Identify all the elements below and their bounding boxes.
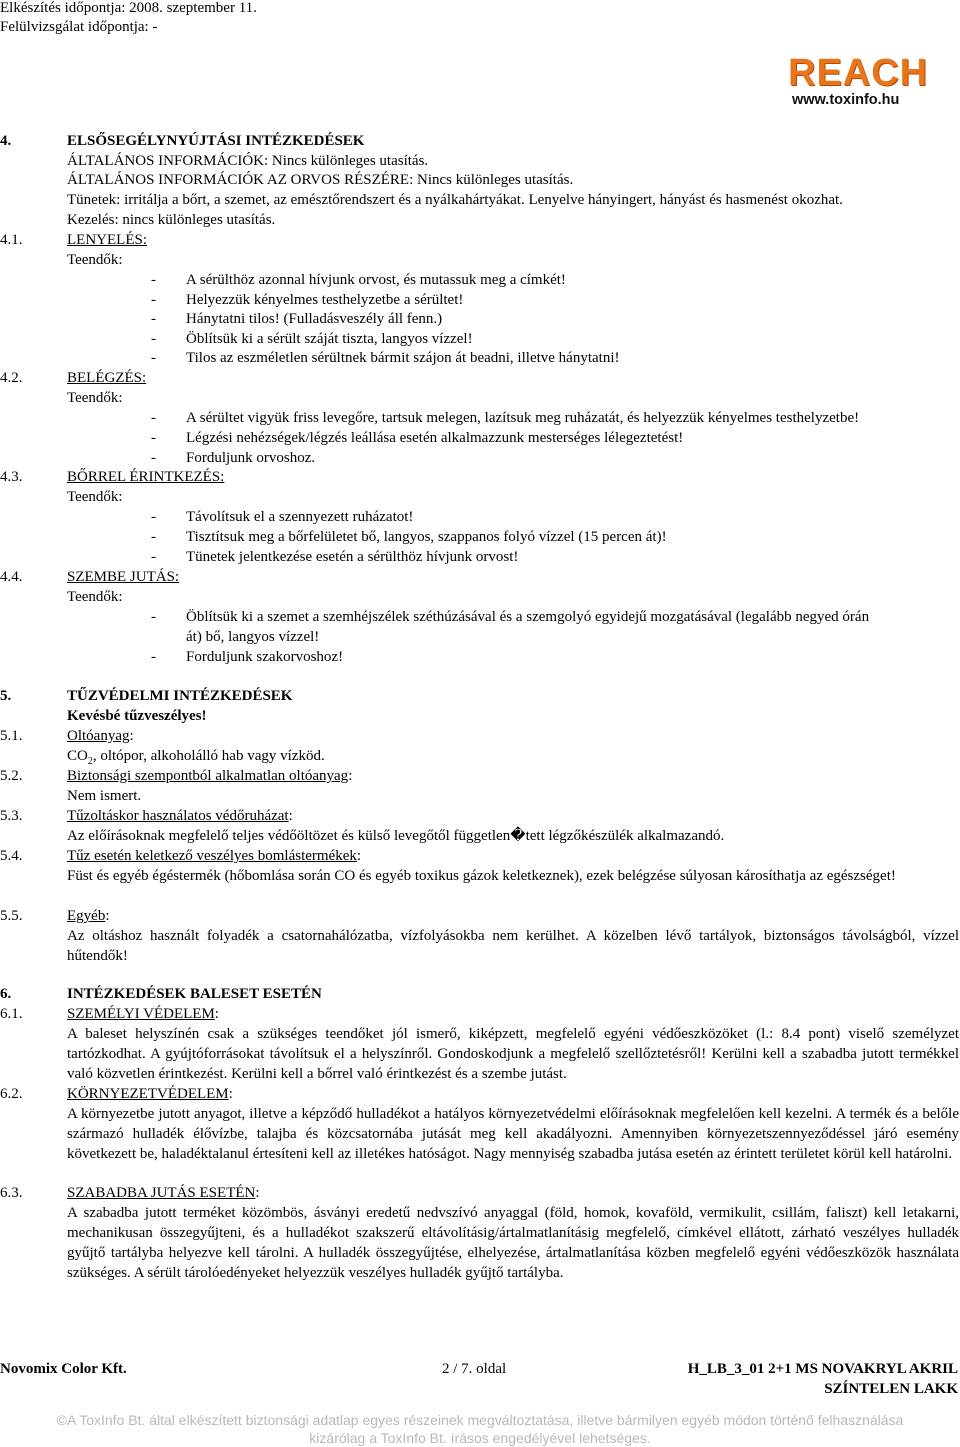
footer-product-line2: SZÍNTELEN LAKK	[824, 1381, 958, 1397]
list-item: A sérültet vigyük friss levegőre, tartsuk melegen, lazítsuk meg ruházatát, és helyezzük kényelmes testhelyzetbe!	[186, 410, 860, 426]
bullet-dash: -	[151, 509, 156, 525]
sub-6-1-label: SZEMÉLYI VÉDELEM	[67, 1006, 215, 1022]
list-item: Forduljunk szakorvoshoz!	[186, 649, 344, 665]
sub-4-2-title: BELÉGZÉS:	[67, 370, 147, 386]
sub-5-1-heading: Oltóanyag:	[67, 728, 134, 744]
footer-page-number: 2 / 7. oldal	[442, 1361, 507, 1377]
list-item-continuation: át) bő, langyos vízzel!	[186, 629, 320, 645]
todo-label: Teendők:	[67, 589, 123, 605]
sub-4-3-number: 4.3.	[0, 469, 23, 485]
bullet-dash: -	[151, 649, 156, 665]
list-item: Tünetek jelentkezése esetén a sérülthöz hívjunk orvost!	[186, 549, 519, 565]
sub-5-2-label: Biztonsági szempontból alkalmatlan oltóanyag	[67, 768, 349, 784]
todo-label: Teendők:	[67, 252, 123, 268]
sub-5-4-number: 5.4.	[0, 848, 23, 864]
sub-5-5-heading: Egyéb:	[67, 908, 110, 924]
logo-url: www.toxinfo.hu	[792, 92, 900, 108]
copyright-line-1: ©A ToxInfo Bt. által elkészített biztonsági adatlap egyes részeinek megváltoztatása, illetve bármilyen egyéb módon történő felhasználása	[56, 1412, 904, 1428]
list-item: Öblítsük ki a szemet a szemhéjszélek széthúzásával és a szemgolyó egyidejű mozgatásával (legalább negyed órán	[186, 609, 870, 625]
sub-6-3-label: SZABADBA JUTÁS ESETÉN	[67, 1185, 256, 1201]
todo-label: Teendők:	[67, 390, 123, 406]
section-6-title: INTÉZKEDÉSEK BALESET ESETÉN	[67, 986, 322, 1002]
list-item: Tisztítsuk meg a bőrfelületet bő, langyos, szappanos folyó vízzel (15 percen át)!	[186, 529, 667, 545]
sub-5-4-label: Tűz esetén keletkező veszélyes bomlástermékek	[67, 848, 357, 864]
sub-5-5-label: Egyéb	[67, 908, 106, 924]
sub-6-2-text: A környezetbe jutott anyagot, illetve a képződő hulladékot a hatályos környezetvédelmi előírásoknak megfelelően kell kezelni. A termék és a belőle származó hulladék élővízbe, talajba és közcsatornába jutását meg kell akadályozni. Amennyiben környezetszennyeződéssel járó esemény következett be, haladéktalanul értesíteni kell az illetékes hatóságot. Nagy mennyiség szabadba jutása esetén az érintett területet körül kell határolni.	[67, 1106, 959, 1162]
bullet-dash: -	[151, 272, 156, 288]
bullet-dash: -	[151, 529, 156, 545]
doctor-info: ÁLTALÁNOS INFORMÁCIÓK AZ ORVOS RÉSZÉRE: Nincs különleges utasítás.	[67, 172, 574, 188]
copyright-notice	[0, 1411, 960, 1447]
footer-company: Novomix Color Kft.	[0, 1361, 127, 1377]
bullet-dash: -	[151, 450, 156, 466]
revision-date: Felülvizsgálat időpontja: -	[0, 19, 158, 35]
list-item: Helyezzük kényelmes testhelyzetbe a sérültet!	[186, 292, 464, 308]
sub-6-2-heading: KÖRNYEZETVÉDELEM:	[67, 1086, 233, 1102]
list-item: Tilos az eszméletlen sérültnek bármit szájon át beadni, illetve hánytatni!	[186, 350, 620, 366]
section-5-title: TŰZVÉDELMI INTÉZKEDÉSEK	[67, 688, 293, 704]
sub-6-1-heading: SZEMÉLYI VÉDELEM:	[67, 1006, 219, 1022]
sub-4-1-title: LENYELÉS:	[67, 232, 147, 248]
sub-5-3-label: Tűzoltáskor használatos védőruházat	[67, 808, 289, 824]
sub-4-4-title: SZEMBE JUTÁS:	[67, 569, 180, 585]
sub-6-1-text: A baleset helyszínén csak a szükséges teendőket jól ismerő, kiképzett, megfelelő egyéni védőeszközöket (l.: 8.4 pont) viselő személyzet tartózkodhat. A gyújtóforrásokat távolítsuk el a helyszínről. Gondoskodjunk a megfelelő szellőztetésről! Kerülni kell a szabadba jutott termékkel való közvetlen érintkezést. Kerülni kell a bőrrel való érintkezést és a szembe jutást.	[67, 1026, 959, 1082]
sub-5-4-heading: Tűz esetén keletkező veszélyes bomlástermékek:	[67, 848, 362, 864]
list-item: Öblítsük ki a sérült száját tiszta, langyos vízzel!	[186, 331, 473, 347]
bullet-dash: -	[151, 350, 156, 366]
bullet-dash: -	[151, 609, 156, 625]
section-5-subtitle: Kevésbé tűzveszélyes!	[67, 708, 207, 724]
list-item: Távolítsuk el a szennyezett ruházatot!	[186, 509, 414, 525]
sub-5-2-text: Nem ismert.	[67, 788, 142, 804]
sub-6-3-text: A szabadba jutott terméket közömbös, ásványi eredetű nedvszívó anyaggal (föld, homok, kovaföld, vermikulit, csillám, faliszt) kell letakarni, mechanikusan összegyűjteni, és a hulladékot szakszerű eltávolításig/ártalmatlanításig megfelelő, címkével ellátott, zárható veszélyes hulladék gyűjtő tartályba helyezve kell tárolni. A hulladék összegyűjtése, elhelyezése, ártalmatlanítása közben megfelelő egyéni védőeszközök használata szükséges. A sérült tárolóedényeket helyezzük veszélyes hulladék gyűjtő tartályba.	[67, 1205, 959, 1281]
general-info: ÁLTALÁNOS INFORMÁCIÓK: Nincs különleges utasítás.	[67, 153, 429, 169]
sub-6-2-label: KÖRNYEZETVÉDELEM	[67, 1086, 229, 1102]
section-4-title: ELSŐSEGÉLYNYÚJTÁSI INTÉZKEDÉSEK	[67, 133, 365, 149]
sub-5-5-text: Az oltáshoz használt folyadék a csatornahálózatba, vízfolyásokba nem kerülhet. A közelben lévő tartályok, biztonságos távolságból, vízzel hűtendők!	[67, 928, 959, 964]
todo-label: Teendők:	[67, 489, 123, 505]
sub-5-1-text: $CO_2$, oltópor, alkoholálló hab vagy vízköd.	[67, 748, 325, 767]
sub-5-3-heading: Tűzoltáskor használatos védőruházat:	[67, 808, 293, 824]
symptoms: Tünetek: irritálja a bőrt, a szemet, az emésztőrendszert és a nyálkahártyákat. Lenyelve hányingert, hányást és hasmenést okozhat.	[67, 192, 843, 208]
sub-4-4-number: 4.4.	[0, 569, 23, 585]
sub-4-3-title: BŐRREL ÉRINTKEZÉS:	[67, 469, 225, 485]
bullet-dash: -	[151, 331, 156, 347]
sub-5-1-label: Oltóanyag	[67, 728, 130, 744]
sub-6-1-number: 6.1.	[0, 1006, 23, 1022]
sub-6-3-number: 6.3.	[0, 1185, 23, 1201]
sub-6-2-number: 6.2.	[0, 1086, 23, 1102]
section-4-number: 4.	[0, 133, 12, 149]
sub-4-2-number: 4.2.	[0, 370, 23, 386]
section-5-number: 5.	[0, 688, 12, 704]
sub-5-2-number: 5.2.	[0, 768, 23, 784]
sub-5-3-number: 5.3.	[0, 808, 23, 824]
sub-5-2-heading: Biztonsági szempontból alkalmatlan oltóanyag:	[67, 768, 353, 784]
list-item: Forduljunk orvoshoz.	[186, 450, 316, 466]
bullet-dash: -	[151, 549, 156, 565]
section-6-number: 6.	[0, 986, 12, 1002]
list-item: Hánytatni tilos! (Fulladásveszély áll fenn.)	[186, 311, 443, 327]
reach-logo	[788, 52, 958, 112]
bullet-dash: -	[151, 311, 156, 327]
logo-word: REACH	[788, 52, 929, 94]
sub-5-3-text: Az előírásoknak megfelelő teljes védőöltözet és külső levegőtől független�tett légzőkészülék alkalmazandó.	[67, 828, 725, 844]
sub-5-4-text: Füst és egyéb égéstermék (hőbomlása során CO és egyéb toxikus gázok keletkeznek), ezek belégzése súlyosan károsíthatja az egészséget!	[67, 868, 896, 884]
creation-date: Elkészítés időpontja: 2008. szeptember 11.	[0, 0, 257, 16]
list-item: Légzési nehézségek/légzés leállása esetén alkalmazzunk mesterséges lélegeztetést!	[186, 430, 684, 446]
bullet-dash: -	[151, 410, 156, 426]
sub-6-3-heading: SZABADBA JUTÁS ESETÉN:	[67, 1185, 260, 1201]
sub-4-1-number: 4.1.	[0, 232, 23, 248]
bullet-dash: -	[151, 430, 156, 446]
sub-5-5-number: 5.5.	[0, 908, 23, 924]
bullet-dash: -	[151, 292, 156, 308]
list-item: A sérülthöz azonnal hívjunk orvost, és mutassuk meg a címkét!	[186, 272, 566, 288]
footer-product-line1: H_LB_3_01 2+1 MS NOVAKRYL AKRIL	[687, 1361, 958, 1377]
treatment: Kezelés: nincs különleges utasítás.	[67, 212, 276, 228]
copyright-line-2: kizárólag a ToxInfo Bt. írásos engedélyével lehetséges.	[309, 1430, 651, 1446]
sub-5-1-number: 5.1.	[0, 728, 23, 744]
